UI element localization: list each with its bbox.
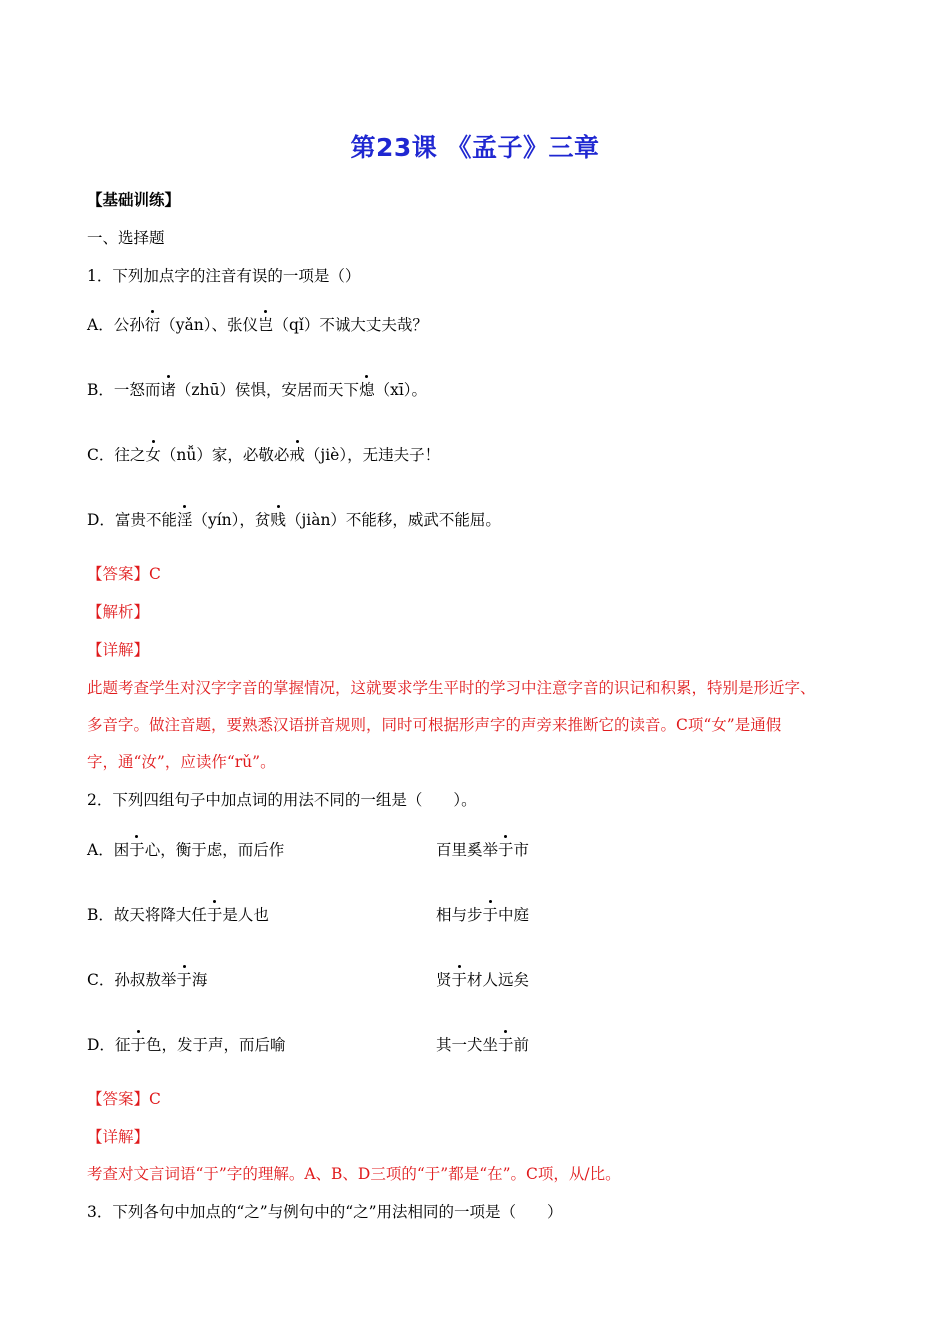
q2-detail-label: 【详解】 xyxy=(87,1128,150,1146)
dotted-char: 熄 xyxy=(359,381,375,399)
option-label: B． xyxy=(87,381,114,399)
dotted-char: 淫 xyxy=(176,511,193,529)
option-label: C． xyxy=(87,971,115,989)
question-3-stem: 3．下列各句中加点的“之”与例句中的“之”用法相同的一项是（ ） xyxy=(87,1203,563,1221)
q1-detail-line-2: 多音字。做注音题，要熟悉汉语拼音规则，同时可根据形声字的声旁来推断它的读音。C项“女”是通假 xyxy=(87,716,782,734)
q2-option-d: D．征于色，发于声，而后喻 其一犬坐于前 xyxy=(87,1036,530,1054)
q2-option-a: A．困于心，衡于虑，而后作 百里奚举于市 xyxy=(87,841,530,859)
dotted-char: 于 xyxy=(129,841,145,859)
q2-answer: 【答案】C xyxy=(87,1090,161,1108)
q1-detail-line-3: 字，通“汝”，应读作“rǔ”。 xyxy=(87,753,276,771)
q1-analysis-label: 【解析】 xyxy=(87,603,150,621)
q1-detail-line-1: 此题考查学生对汉字字音的掌握情况，这就要求学生平时的学习中注意字音的识记和积累，特别是形近字、 xyxy=(87,679,816,697)
dotted-char: 于 xyxy=(206,906,223,924)
dotted-char: 于 xyxy=(498,841,514,859)
option-label: B． xyxy=(87,906,114,924)
dotted-char: 贱 xyxy=(270,511,286,529)
dotted-char: 女 xyxy=(145,446,161,464)
q1-detail-label: 【详解】 xyxy=(87,641,150,659)
q1-option-c: C．往之女（nǚ）家，必敬必戒（jiè），无违夫子！ xyxy=(87,446,441,464)
dotted-char: 于 xyxy=(451,971,468,989)
question-1-stem: 1．下列加点字的注音有误的一项是（） xyxy=(87,267,361,285)
dotted-char: 戒 xyxy=(289,446,305,464)
q2-option-c: C．孙叔敖举于海 贤于材人远矣 xyxy=(87,971,530,989)
dotted-char: 于 xyxy=(130,1036,146,1054)
dotted-char: 于 xyxy=(498,1036,514,1054)
dotted-char: 诸 xyxy=(160,381,176,399)
option-label: D． xyxy=(87,511,115,529)
option-label: C． xyxy=(87,446,115,464)
option-label: D． xyxy=(87,1036,115,1054)
part-heading: 一、选择题 xyxy=(87,229,165,247)
option-label: A． xyxy=(87,841,114,859)
dotted-char: 于 xyxy=(176,971,192,989)
q1-answer: 【答案】C xyxy=(87,565,161,583)
dotted-char: 于 xyxy=(482,906,499,924)
page-title: 第23课 《孟子》三章 xyxy=(350,133,600,162)
q1-option-b: B．一怒而诸（zhū）侯惧，安居而天下熄（xī）。 xyxy=(87,381,428,399)
option-label: A． xyxy=(87,316,114,334)
q2-option-b: B．故天将降大任于是人也 相与步于中庭 xyxy=(87,906,530,924)
section-heading: 【基础训练】 xyxy=(87,190,181,209)
q1-option-d: D．富贵不能淫（yín），贫贱（jiàn）不能移，威武不能屈。 xyxy=(87,511,501,529)
q1-option-a: A．公孙衍（yǎn）、张仪岂（qǐ）不诚大丈夫哉？ xyxy=(87,316,428,334)
dotted-char: 衍 xyxy=(144,316,161,334)
dotted-char: 岂 xyxy=(257,316,274,334)
q2-detail: 考查对文言词语“于”字的理解。A、B、D三项的“于”都是“在”。C项，从/比。 xyxy=(87,1165,621,1183)
question-2-stem: 2．下列四组句子中加点词的用法不同的一组是（ ）。 xyxy=(87,791,477,809)
